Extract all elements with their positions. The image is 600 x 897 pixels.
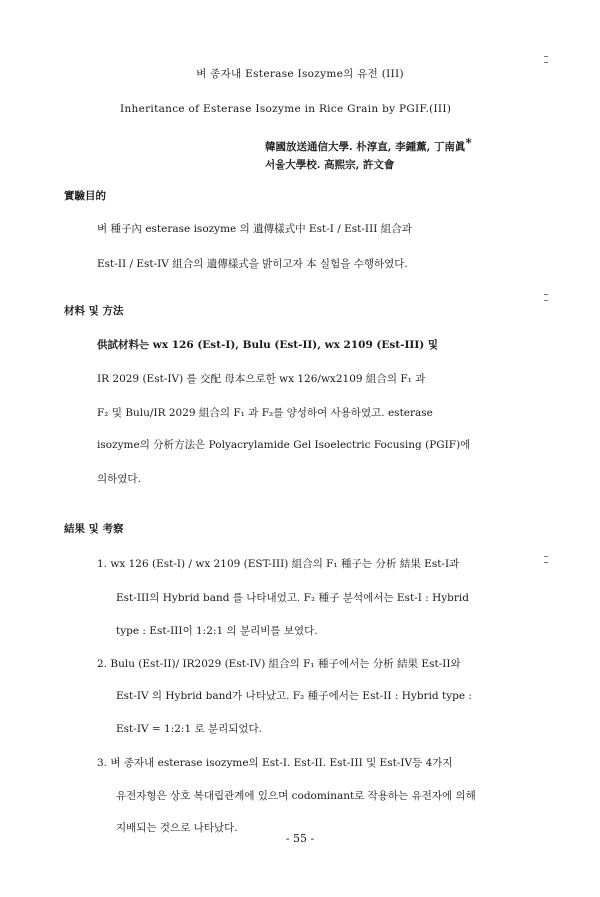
methods-line: F₂ 및 Bulu/IR 2029 組合의 F₁ 과 F₂를 양성하여 사용하였고. esterase [97,407,433,419]
result-item-3-line: 3. 벼 종자내 esterase isozyme의 Est-I. Est-II. Est-III 및 Est-IV등 4가지 [97,757,453,769]
result-item-2-line: Est-IV 의 Hybrid band가 나타났고. F₂ 種子에서는 Est-II : Hybrid type : [116,690,472,702]
result-item-1-line: type : Est-III이 1:2:1 의 분리비를 보였다. [116,625,318,637]
scan-mark [544,300,548,301]
methods-line: 의하였다. [97,473,141,485]
scan-mark [544,62,548,63]
methods-line: isozyme의 分析方法은 Polyacrylamide Gel Isoelectric Focusing (PGIF)에 [97,439,471,451]
scan-mark [544,562,548,563]
objective-line: 벼 種子內 esterase isozyme 의 遺傳樣式中 Est-I / Est-III 組合과 [97,223,412,235]
scan-mark [544,56,548,57]
methods-line: 供試材料는 wx 126 (Est-I), Bulu (Est-II), wx 2109 (Est-III) 및 [97,339,439,351]
scan-mark [544,556,548,557]
title-english: Inheritance of Esterase Isozyme in Rice Grain by PGIF.(III) [120,103,452,115]
objective-heading: 實驗目的 [64,190,106,202]
result-item-1-line: 1. wx 126 (Est-I) / wx 2109 (EST-III) 組合의 F₁ 種子는 分析 結果 Est-I과 [97,558,460,570]
corresponding-author-mark: * [465,136,472,150]
affiliation-line-1 [265,136,472,154]
affiliation-line-2: 서울大學校. 高熙宗, 許文會 [265,159,395,171]
result-item-2-line: 2. Bulu (Est-II)/ IR2029 (Est-IV) 組合의 F₁ 種子에서는 分析 結果 Est-II와 [97,658,461,670]
page-number: - 55 - [285,832,315,845]
result-item-1-line: Est-III의 Hybrid band 를 나타내었고. F₂ 種子 분석에서는 Est-I : Hybrid [116,592,469,604]
result-item-3-line: 유전자형은 상호 복대립관계에 있으며 codominant로 작용하는 유전자에 의해 [116,790,476,802]
title-korean: 벼 종자내 Esterase Isozyme의 유전 (III) [196,68,404,80]
scan-mark [544,294,548,295]
objective-line: Est-II / Est-IV 組合의 遺傳樣式을 밝히고자 本 실험을 수행하였다. [97,258,408,270]
results-heading: 結果 및 考察 [64,523,124,535]
methods-heading: 材料 및 方法 [64,305,124,317]
methods-line: IR 2029 (Est-IV) 를 交配 母本으로한 wx 126/wx2109 組合의 F₁ 과 [97,373,426,385]
result-item-2-line: Est-IV = 1:2:1 로 분리되었다. [116,723,263,735]
affiliation-text: 韓國放送通信大學. 朴淳直, 李鍾薰, 丁南眞 [265,141,466,153]
result-item-3-line: 지배되는 것으로 나타났다. [116,822,238,834]
